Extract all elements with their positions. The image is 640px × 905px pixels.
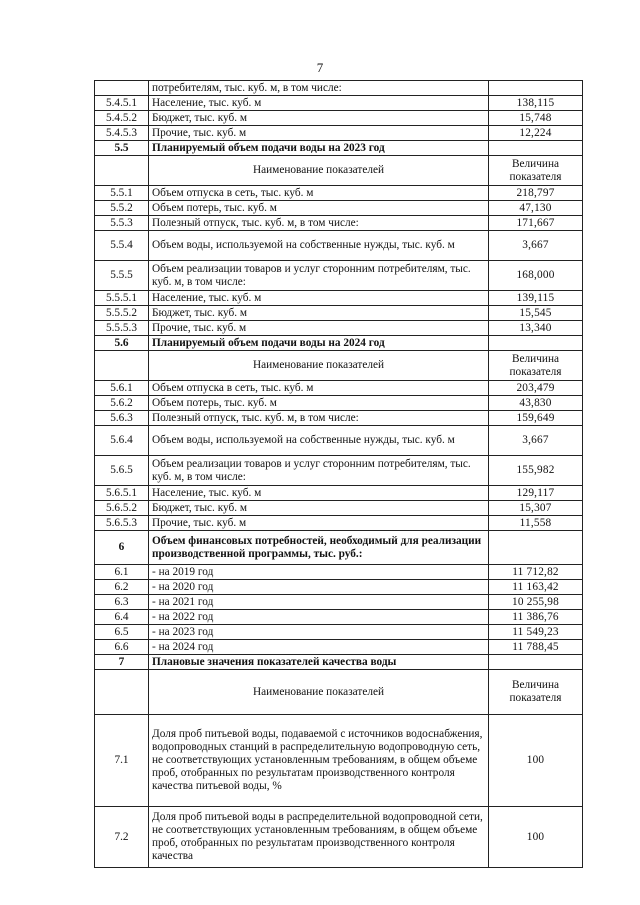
indicator-value: 11 712,82	[489, 565, 583, 580]
section-row	[95, 655, 583, 670]
section-title: Планируемый объем подачи воды на 2024 год	[149, 336, 489, 351]
indicator-name: Прочие, тыс. куб. м	[149, 321, 489, 336]
indicator-name: Прочие, тыс. куб. м	[149, 516, 489, 531]
indicator-value: 100	[489, 807, 583, 868]
table-row	[95, 231, 583, 261]
indicator-name: Объем потерь, тыс. куб. м	[149, 396, 489, 411]
row-number: 5.6.5.3	[95, 516, 149, 531]
indicator-name: Бюджет, тыс. куб. м	[149, 501, 489, 516]
row-number: 5.6.5.2	[95, 501, 149, 516]
indicator-value: 11 163,42	[489, 580, 583, 595]
indicator-name: Объем отпуска в сеть, тыс. куб. м	[149, 186, 489, 201]
table-row	[95, 291, 583, 306]
row-number: 7.2	[95, 807, 149, 868]
indicator-value: 171,667	[489, 216, 583, 231]
row-number: 5.5.5	[95, 261, 149, 291]
indicator-value: 12,224	[489, 126, 583, 141]
indicator-value: 15,748	[489, 111, 583, 126]
indicator-name: Население, тыс. куб. м	[149, 291, 489, 306]
table-row	[95, 516, 583, 531]
indicator-name: Бюджет, тыс. куб. м	[149, 111, 489, 126]
section-number: 6	[95, 531, 149, 565]
row-number: 5.4.5.2	[95, 111, 149, 126]
table-row	[95, 96, 583, 111]
indicator-value: 10 255,98	[489, 595, 583, 610]
empty-cell	[489, 336, 583, 351]
column-header-row	[95, 156, 583, 186]
row-number: 6.4	[95, 610, 149, 625]
row-number: 5.4.5.1	[95, 96, 149, 111]
empty-cell	[95, 351, 149, 381]
table-row	[95, 807, 583, 868]
row-number: 5.5.5.1	[95, 291, 149, 306]
indicators-table	[94, 80, 583, 868]
indicator-value: 15,545	[489, 306, 583, 321]
indicator-value: 129,117	[489, 486, 583, 501]
row-number: 6.5	[95, 625, 149, 640]
indicator-value: 43,830	[489, 396, 583, 411]
indicator-name: - на 2021 год	[149, 595, 489, 610]
section-row	[95, 531, 583, 565]
indicator-value: 155,982	[489, 456, 583, 486]
row-number: 5.6.4	[95, 426, 149, 456]
table-row	[95, 565, 583, 580]
row-number: 6.1	[95, 565, 149, 580]
indicator-value: 218,797	[489, 186, 583, 201]
table-row	[95, 81, 583, 96]
indicator-name: Объем отпуска в сеть, тыс. куб. м	[149, 381, 489, 396]
indicator-value: 15,307	[489, 501, 583, 516]
indicator-name: Объем реализации товаров и услуг сторонним потребителям, тыс. куб. м, в том числе:	[149, 456, 489, 486]
empty-cell	[489, 141, 583, 156]
column-header-row	[95, 351, 583, 381]
indicator-name: - на 2019 год	[149, 565, 489, 580]
indicator-name: Объем воды, используемой на собственные нужды, тыс. куб. м	[149, 426, 489, 456]
table-row	[95, 381, 583, 396]
table-row	[95, 126, 583, 141]
indicator-name: - на 2020 год	[149, 580, 489, 595]
header-name-cell: Наименование показателей	[149, 156, 489, 186]
table-row	[95, 216, 583, 231]
indicator-value: 11,558	[489, 516, 583, 531]
indicator-value	[489, 81, 583, 96]
table-row	[95, 426, 583, 456]
row-number: 5.6.5	[95, 456, 149, 486]
row-number: 6.2	[95, 580, 149, 595]
table-row	[95, 456, 583, 486]
table-body	[95, 81, 583, 868]
table-row	[95, 595, 583, 610]
row-number: 5.6.2	[95, 396, 149, 411]
table-row	[95, 396, 583, 411]
table-row	[95, 411, 583, 426]
row-number: 5.6.3	[95, 411, 149, 426]
indicator-name: Население, тыс. куб. м	[149, 486, 489, 501]
indicator-name: Объем потерь, тыс. куб. м	[149, 201, 489, 216]
section-title: Объем финансовых потребностей, необходимый для реализации производственной программы, тыс. руб.:	[149, 531, 489, 565]
page-number: 7	[316, 60, 324, 75]
indicator-value: 168,000	[489, 261, 583, 291]
table-row	[95, 625, 583, 640]
table-row	[95, 715, 583, 807]
indicator-name: Прочие, тыс. куб. м	[149, 126, 489, 141]
indicator-name: Полезный отпуск, тыс. куб. м, в том числе:	[149, 216, 489, 231]
table-row	[95, 186, 583, 201]
table-row	[95, 261, 583, 291]
row-number	[95, 81, 149, 96]
indicator-value: 47,130	[489, 201, 583, 216]
row-number: 5.5.1	[95, 186, 149, 201]
table-row	[95, 610, 583, 625]
column-header-row	[95, 670, 583, 715]
section-title: Планируемый объем подачи воды на 2023 год	[149, 141, 489, 156]
indicator-name: Бюджет, тыс. куб. м	[149, 306, 489, 321]
row-number: 5.4.5.3	[95, 126, 149, 141]
indicator-value: 139,115	[489, 291, 583, 306]
indicator-name: - на 2024 год	[149, 640, 489, 655]
indicator-name: - на 2022 год	[149, 610, 489, 625]
row-number: 7.1	[95, 715, 149, 807]
indicator-value: 11 386,76	[489, 610, 583, 625]
indicator-name: Доля проб питьевой воды, подаваемой с источников водоснабжения, водопроводных станций в распределительную водопроводную сеть, не соответствующих установленным требованиям, в общем объеме проб, отобранных по результатам производственного контроля качества питьевой воды, %	[149, 715, 489, 807]
indicator-value: 159,649	[489, 411, 583, 426]
row-number: 5.5.3	[95, 216, 149, 231]
indicator-name: Население, тыс. куб. м	[149, 96, 489, 111]
empty-cell	[489, 655, 583, 670]
indicator-value: 100	[489, 715, 583, 807]
row-number: 5.6.5.1	[95, 486, 149, 501]
indicator-name: Полезный отпуск, тыс. куб. м, в том числе:	[149, 411, 489, 426]
indicator-name: Объем воды, используемой на собственные нужды, тыс. куб. м	[149, 231, 489, 261]
row-number: 5.5.2	[95, 201, 149, 216]
indicator-value: 3,667	[489, 231, 583, 261]
empty-cell	[95, 156, 149, 186]
header-name-cell: Наименование показателей	[149, 670, 489, 715]
section-number: 5.6	[95, 336, 149, 351]
table-row	[95, 201, 583, 216]
indicator-value: 13,340	[489, 321, 583, 336]
section-title: Плановые значения показателей качества воды	[149, 655, 489, 670]
indicator-name: Доля проб питьевой воды в распределительной водопроводной сети, не соответствующих установленным требованиям, в общем объеме проб, отобранных по результатам производственного контроля качества	[149, 807, 489, 868]
indicator-name: Объем реализации товаров и услуг сторонним потребителям, тыс. куб. м, в том числе:	[149, 261, 489, 291]
row-number: 5.5.4	[95, 231, 149, 261]
indicator-value: 3,667	[489, 426, 583, 456]
row-number: 6.6	[95, 640, 149, 655]
empty-cell	[489, 531, 583, 565]
indicator-value: 11 549,23	[489, 625, 583, 640]
empty-cell	[95, 670, 149, 715]
table-row	[95, 501, 583, 516]
row-number: 5.5.5.3	[95, 321, 149, 336]
row-number: 5.6.1	[95, 381, 149, 396]
table-row	[95, 306, 583, 321]
section-row	[95, 141, 583, 156]
table-row	[95, 580, 583, 595]
indicator-name: - на 2023 год	[149, 625, 489, 640]
header-value-cell: Величина показателя	[489, 351, 583, 381]
header-name-cell: Наименование показателей	[149, 351, 489, 381]
table-row	[95, 640, 583, 655]
indicator-value: 203,479	[489, 381, 583, 396]
indicator-value: 138,115	[489, 96, 583, 111]
table-row	[95, 111, 583, 126]
indicator-value: 11 788,45	[489, 640, 583, 655]
table-row	[95, 486, 583, 501]
row-number: 6.3	[95, 595, 149, 610]
header-value-cell: Величина показателя	[489, 670, 583, 715]
section-number: 7	[95, 655, 149, 670]
table-row	[95, 321, 583, 336]
indicator-name: потребителям, тыс. куб. м, в том числе:	[149, 81, 489, 96]
section-number: 5.5	[95, 141, 149, 156]
header-value-cell: Величина показателя	[489, 156, 583, 186]
row-number: 5.5.5.2	[95, 306, 149, 321]
section-row	[95, 336, 583, 351]
